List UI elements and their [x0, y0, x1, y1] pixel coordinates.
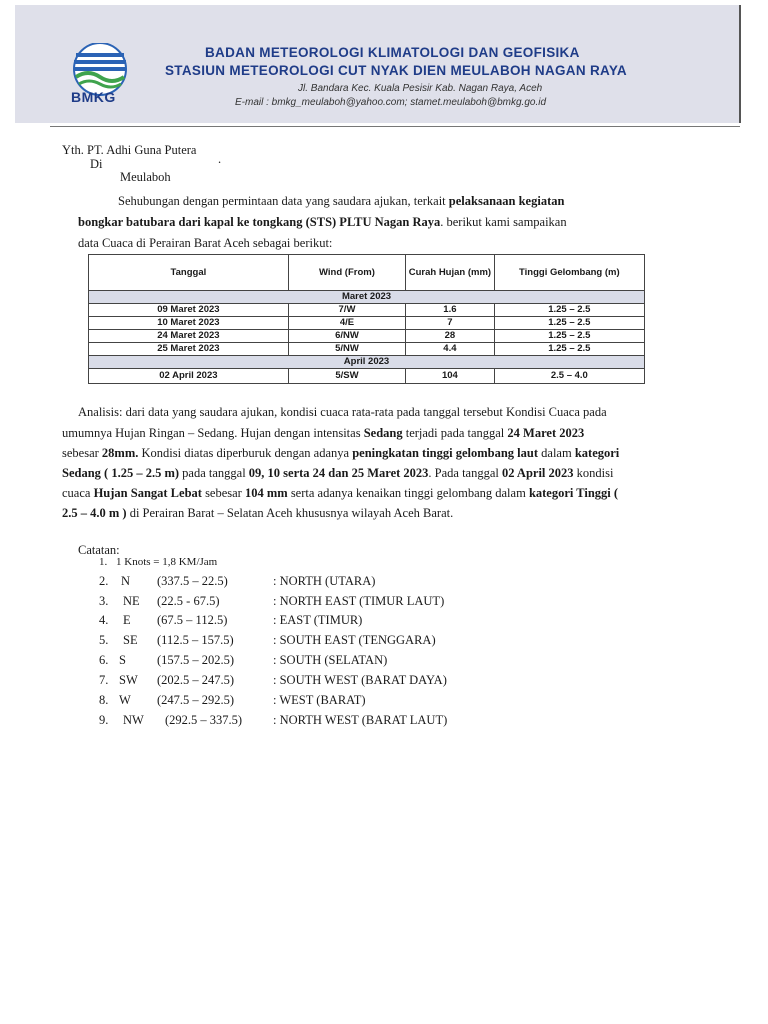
- note-desc: : NORTH EAST (TIMUR LAUT): [273, 594, 445, 608]
- cell-rain: 104: [406, 369, 495, 384]
- header-divider: [50, 126, 740, 127]
- logo-text: BMKG: [71, 89, 116, 105]
- note-range: (112.5 – 157.5): [157, 633, 234, 647]
- dot-mark: .: [218, 152, 222, 166]
- note-desc: : SOUTH WEST (BARAT DAYA): [273, 673, 447, 687]
- intro-line1: Sehubungan dengan permintaan data yang saudara ajukan, terkait pelaksanaan kegiatan: [118, 194, 565, 208]
- note-text: 1 Knots = 1,8 KM/Jam: [116, 556, 218, 568]
- cell-wave: 1.25 – 2.5: [494, 317, 644, 330]
- note-number: 5.: [99, 633, 109, 647]
- table-row: [89, 369, 645, 384]
- org-name-line2: STASIUN METEOROLOGI CUT NYAK DIEN MEULABOH NAGAN RAYA: [165, 63, 627, 78]
- analysis-line1: Analisis: dari data yang saudara ajukan, kondisi cuaca rata-rata pada tanggal tersebut Kondisi Cuaca pada: [78, 405, 607, 419]
- intro-line3: data Cuaca di Perairan Barat Aceh sebagai berikut:: [78, 236, 333, 250]
- cell-wind: 4/E: [288, 317, 405, 330]
- cell-date: 10 Maret 2023: [89, 317, 289, 330]
- note-item: [99, 633, 436, 648]
- note-item: [99, 574, 376, 589]
- note-desc: : SOUTH (SELATAN): [273, 653, 388, 667]
- note-number: 2.: [99, 574, 109, 588]
- header-curah-hujan: Curah Hujan (mm): [406, 255, 495, 291]
- analysis-line4: Sedang ( 1.25 – 2.5 m) pada tanggal 09, 10 serta 24 dan 25 Maret 2023. Pada tanggal 02 April 2023 kondisi: [62, 466, 614, 480]
- weather-table: [88, 254, 645, 384]
- note-code: N: [121, 574, 131, 588]
- org-name-line1: BADAN METEOROLOGI KLIMATOLOGI DAN GEOFISIKA: [205, 45, 580, 60]
- note-number: 4.: [99, 613, 109, 627]
- table-header-row: [89, 255, 645, 291]
- note-range: (67.5 – 112.5): [157, 613, 228, 627]
- note-number: 6.: [99, 653, 109, 667]
- note-code: NE: [123, 594, 140, 608]
- cell-date: 02 April 2023: [89, 369, 289, 384]
- note-range: (337.5 – 22.5): [157, 574, 228, 588]
- note-range: (292.5 – 337.5): [165, 713, 243, 727]
- note-number: 3.: [99, 594, 109, 608]
- note-number: 1.: [99, 556, 108, 568]
- analysis-line3: sebesar 28mm. Kondisi diatas diperburuk dengan adanya peningkatan tinggi gelombang laut dalam kategori: [62, 446, 620, 460]
- note-number: 9.: [99, 713, 109, 727]
- note-code: E: [123, 613, 131, 627]
- note-item: [99, 613, 363, 628]
- cell-wind: 5/NW: [288, 343, 405, 356]
- note-range: (157.5 – 202.5): [157, 653, 235, 667]
- cell-rain: 28: [406, 330, 495, 343]
- cell-wave: 1.25 – 2.5: [494, 304, 644, 317]
- table-row: [89, 304, 645, 317]
- note-number: 7.: [99, 673, 109, 687]
- note-range: (22.5 - 67.5): [157, 594, 220, 608]
- note-item: [99, 556, 217, 568]
- header-wind: Wind (From): [288, 255, 405, 291]
- note-desc: : WEST (BARAT): [273, 693, 366, 707]
- note-item: [99, 673, 447, 688]
- month-row: [89, 291, 645, 304]
- cell-wind: 6/NW: [288, 330, 405, 343]
- note-item: [99, 653, 388, 668]
- letterhead: [15, 5, 741, 123]
- notes-title: Catatan:: [78, 543, 120, 557]
- recipient-line: Yth. PT. Adhi Guna Putera: [62, 143, 197, 157]
- org-address: Jl. Bandara Kec. Kuala Pesisir Kab. Nagan Raya, Aceh: [298, 83, 543, 94]
- note-range: (247.5 – 292.5): [157, 693, 235, 707]
- cell-rain: 7: [406, 317, 495, 330]
- cell-wind: 7/W: [288, 304, 405, 317]
- analysis-line6: 2.5 – 4.0 m ) di Perairan Barat – Selatan Aceh khususnya wilayah Aceh Barat.: [62, 506, 454, 520]
- intro-line2: bongkar batubara dari kapal ke tongkang (STS) PLTU Nagan Raya. berikut kami sampaikan: [78, 215, 567, 229]
- table-row: [89, 343, 645, 356]
- month-row: [89, 356, 645, 369]
- cell-date: 25 Maret 2023: [89, 343, 289, 356]
- org-email: E-mail : bmkg_meulaboh@yahoo.com; stamet.meulaboh@bmkg.go.id: [235, 97, 547, 108]
- note-code: S: [119, 653, 126, 667]
- note-code: NW: [123, 713, 144, 727]
- analysis-line2: umumnya Hujan Ringan – Sedang. Hujan dengan intensitas Sedang terjadi pada tanggal 24 Maret 2023: [62, 426, 585, 440]
- cell-wave: 1.25 – 2.5: [494, 343, 644, 356]
- table-row: [89, 330, 645, 343]
- note-item: [99, 693, 366, 708]
- note-desc: : NORTH (UTARA): [273, 574, 376, 588]
- note-desc: : SOUTH EAST (TENGGARA): [273, 633, 436, 647]
- note-item: [99, 594, 445, 609]
- note-code: W: [119, 693, 131, 707]
- cell-rain: 1.6: [406, 304, 495, 317]
- note-code: SE: [123, 633, 138, 647]
- note-range: (202.5 – 247.5): [157, 673, 235, 687]
- cell-date: 09 Maret 2023: [89, 304, 289, 317]
- note-item: [99, 713, 448, 728]
- header-tanggal: Tanggal: [89, 255, 289, 291]
- note-number: 8.: [99, 693, 109, 707]
- recipient-di: Di: [90, 157, 103, 171]
- table-row: [89, 317, 645, 330]
- cell-date: 24 Maret 2023: [89, 330, 289, 343]
- header-tinggi-gelombang: Tinggi Gelombang (m): [494, 255, 644, 291]
- month-label: April 2023: [89, 356, 645, 369]
- cell-wind: 5/SW: [288, 369, 405, 384]
- analysis-line5: cuaca Hujan Sangat Lebat sebesar 104 mm serta adanya kenaikan tinggi gelombang dalam kategori Tinggi (: [62, 486, 619, 500]
- cell-rain: 4.4: [406, 343, 495, 356]
- cell-wave: 2.5 – 4.0: [494, 369, 644, 384]
- note-code: SW: [119, 673, 138, 687]
- recipient-city: Meulaboh: [120, 170, 171, 184]
- cell-wave: 1.25 – 2.5: [494, 330, 644, 343]
- month-label: Maret 2023: [89, 291, 645, 304]
- note-desc: : NORTH WEST (BARAT LAUT): [273, 713, 448, 727]
- note-desc: : EAST (TIMUR): [273, 613, 363, 627]
